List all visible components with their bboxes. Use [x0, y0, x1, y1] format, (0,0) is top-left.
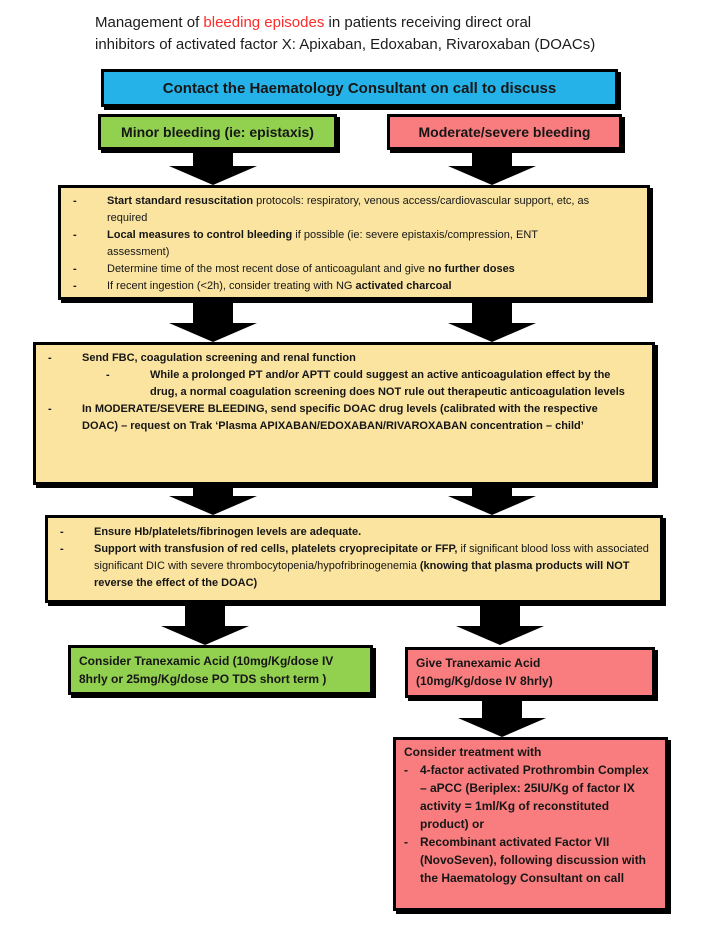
resuscitation-bullet-2: Local measures to control bleeding if possible (ie: severe epistaxis/compression, ENT assessment) [107, 229, 538, 258]
down-arrow-icon [161, 604, 249, 645]
dash-bullet-icon: - [404, 763, 408, 777]
page-title-line-1: Management of bleeding episodes in patients receiving direct oral [95, 14, 532, 31]
down-arrow-icon [169, 301, 257, 342]
list-item [98, 367, 626, 401]
dash-bullet-icon: - [60, 543, 64, 555]
list-item [404, 761, 657, 833]
list-item [404, 833, 657, 887]
down-arrow-icon [169, 486, 257, 515]
minor-treatment-line-2: 8hrly or 25mg/Kg/dose PO TDS short term ) [79, 672, 327, 686]
down-arrow-icon [458, 699, 546, 737]
dash-bullet-icon: - [73, 229, 77, 241]
minor-treatment-line-1: Consider Tranexamic Acid (10mg/Kg/dose IV [79, 654, 334, 668]
moderate-severe-bleeding-box [387, 114, 622, 150]
resuscitation-bullet-3: Determine time of the most recent dose of anticoagulant and give no further doses [107, 263, 515, 275]
investigations-sub-bullet: While a prolonged PT and/or APTT could suggest an active anticoagulation effect by the drug, a normal coagulation screening does NOT rule out therapeutic anticoagulation levels [150, 369, 625, 398]
support-bullet-1: Ensure Hb/platelets/fibrinogen levels are adequate. [94, 526, 362, 538]
list-item [40, 401, 626, 435]
resuscitation-box [58, 185, 650, 300]
investigations-bullet-1: Send FBC, coagulation screening and renal function [82, 352, 356, 364]
dash-bullet-icon: - [404, 835, 408, 849]
dash-bullet-icon: - [73, 280, 77, 292]
minor-bleeding-box [98, 114, 337, 150]
dash-bullet-icon: - [48, 352, 52, 364]
resuscitation-bullet-1: Start standard resuscitation protocols: respiratory, venous access/cardiovascular support, etc, as required [107, 195, 590, 224]
moderate-severe-bleeding-label: Moderate/severe bleeding [418, 124, 591, 140]
list-item [52, 524, 652, 541]
further-treatment-intro: Consider treatment with [404, 745, 542, 759]
severe-treatment-box [405, 647, 655, 698]
list-item [40, 350, 626, 367]
investigations-bullet-2: In MODERATE/SEVERE BLEEDING, send specific DOAC drug levels (calibrated with the respective DOAC) – request on Trak ‘Plasma APIXABAN/EDOXABAN/RIVAROXABAN concentration – child’ [82, 403, 598, 432]
down-arrow-icon [456, 604, 544, 645]
down-arrow-icon [448, 301, 536, 342]
contact-consultant-box [101, 69, 618, 107]
down-arrow-icon [169, 150, 257, 185]
contact-consultant-label: Contact the Haematology Consultant on call to discuss [162, 79, 557, 97]
resuscitation-bullet-4: If recent ingestion (<2h), consider treating with NG activated charcoal [107, 280, 452, 292]
further-treatment-box [393, 737, 668, 911]
list-item [52, 541, 652, 592]
page-title [95, 12, 595, 56]
further-treatment-bullet-1: 4-factor activated Prothrombin Complex – aPCC (Beriplex: 25IU/Kg of factor IX activity = 1ml/Kg of reconstituted product) or [420, 763, 649, 831]
down-arrow-icon [448, 486, 536, 515]
support-bullet-2: Support with transfusion of red cells, platelets cryoprecipitate or FFP, if significant blood loss with associated significant DIC with severe thrombocytopenia/hypofribrinogenemia (knowing that plasma products will NOT reverse the effect of the DOAC) [94, 543, 649, 589]
list-item [65, 261, 599, 278]
list-item [65, 278, 599, 295]
dash-bullet-icon: - [73, 263, 77, 275]
list-item [65, 193, 599, 227]
dash-bullet-icon: - [60, 526, 64, 538]
further-treatment-bullet-2: Recombinant activated Factor VII (NovoSeven), following discussion with the Haematology Consultant on call [420, 835, 647, 885]
severe-treatment-line-2: (10mg/Kg/dose IV 8hrly) [416, 674, 553, 688]
severe-treatment-line-1: Give Tranexamic Acid [416, 656, 541, 670]
page-title-line-2: inhibitors of activated factor X: Apixaban, Edoxaban, Rivaroxaban (DOACs) [95, 36, 596, 53]
supportive-care-box [45, 515, 663, 603]
minor-bleeding-label: Minor bleeding (ie: epistaxis) [121, 124, 314, 140]
minor-treatment-box [68, 645, 373, 695]
down-arrow-icon [448, 150, 536, 185]
dash-bullet-icon: - [48, 403, 52, 415]
investigations-box [33, 342, 655, 485]
list-item [65, 227, 599, 261]
dash-bullet-icon: - [106, 369, 110, 381]
dash-bullet-icon: - [73, 195, 77, 207]
